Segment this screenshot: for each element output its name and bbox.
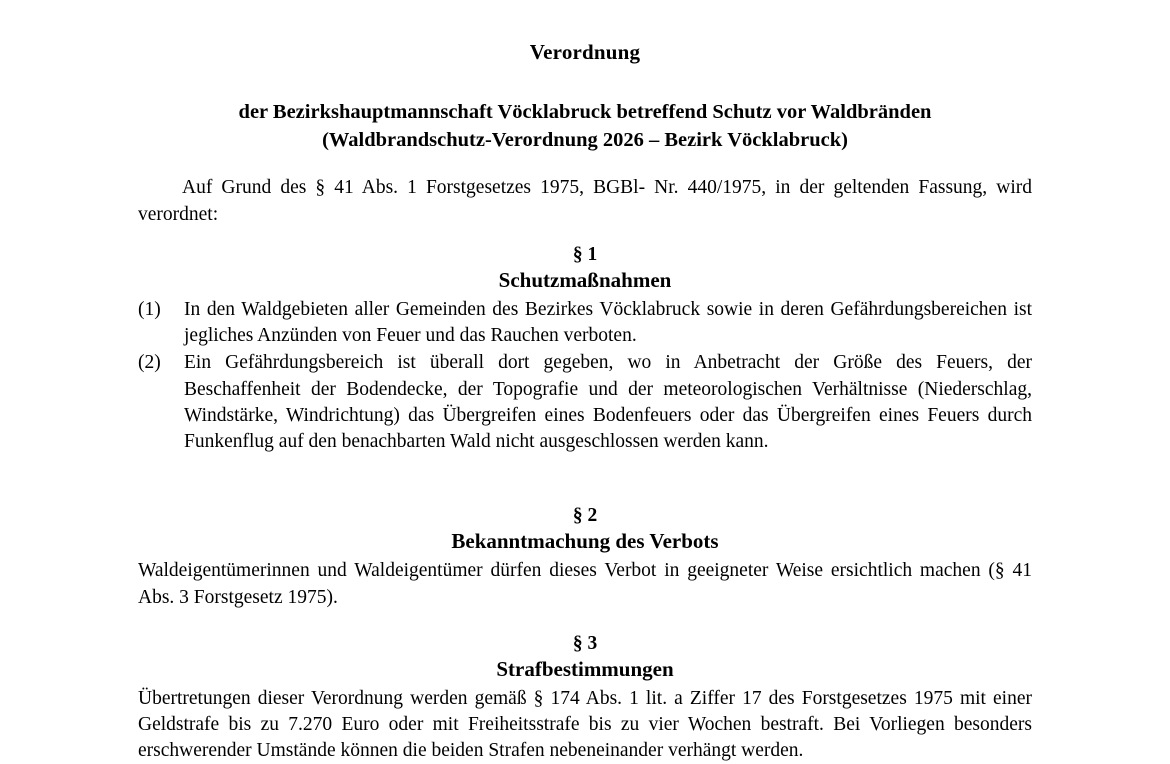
paragraph-text: Ein Gefährdungsbereich ist überall dort gegeben, wo in Anbetracht der Größe des Feuers, der Beschaffenheit der Bodendecke, der Topografie und der meteorologischen Verhältnisse (Niederschlag, Windstärke, Windrichtung) das Übergreifen eines Bodenfeuers oder das Übergreifen eines Feuers durch Funkenflug auf den benachbarten Wald nicht ausgeschlossen werden kann.	[184, 352, 1032, 453]
document-intro-paragraph: Auf Grund des § 41 Abs. 1 Forstgesetzes 1975, BGBl- Nr. 440/1975, in der geltenden Fassung, wird verordnet:	[138, 177, 1032, 225]
document-subtitle-line-2: (Waldbrandschutz-Verordnung 2026 – Bezirk Vöcklabruck)	[322, 128, 848, 151]
section-2-body: Waldeigentümerinnen und Waldeigentümer dürfen dieses Verbot in geeigneter Weise ersichtlich machen (§ 41 Abs. 3 Forstgesetz 1975).	[138, 560, 1032, 608]
section-1-heading: Schutzmaßnahmen	[498, 267, 672, 292]
section-2-number: § 2	[572, 505, 598, 527]
document-title: Verordnung	[529, 40, 641, 64]
paragraph-marker: (2)	[138, 352, 161, 374]
section-1-number: § 1	[572, 243, 598, 265]
numbered-paragraph	[138, 350, 1032, 455]
section-1-paragraph-list	[138, 297, 1032, 455]
paragraph-marker: (1)	[138, 298, 161, 320]
section-spacer	[138, 455, 1032, 489]
section-2-heading: Bekanntmachung des Verbots	[451, 529, 719, 554]
document-subtitle	[138, 99, 1032, 154]
section-3-body: Übertretungen dieser Verordnung werden gemäß § 174 Abs. 1 lit. a Ziffer 17 des Forstgesetzes 1975 mit einer Geldstrafe bis zu 7.270 Euro oder mit Freiheitsstrafe bis zu vier Wochen bestraft. Bei Vorliegen besonders erschwerender Umstände können die beiden Strafen nebeneinander verhängt werden.	[138, 687, 1032, 762]
section-3-number: § 3	[572, 632, 598, 654]
numbered-paragraph	[138, 297, 1032, 349]
section-spacer	[138, 611, 1032, 617]
section-3-heading: Strafbestimmungen	[496, 656, 674, 681]
paragraph-text: In den Waldgebieten aller Gemeinden des Bezirkes Vöcklabruck sowie in deren Gefährdungsbereichen ist jegliches Anzünden von Feuer und das Rauchen verboten.	[184, 298, 1032, 347]
document-subtitle-line-1: der Bezirkshauptmannschaft Vöcklabruck betreffend Schutz vor Waldbränden	[238, 101, 932, 123]
